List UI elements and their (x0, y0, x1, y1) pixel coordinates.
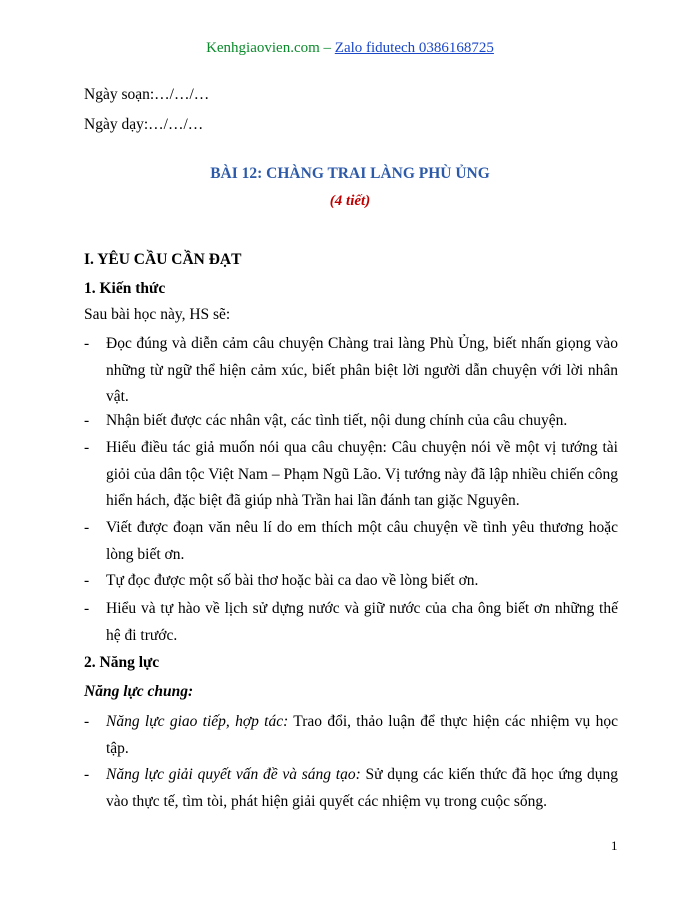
list-item (84, 596, 618, 649)
list-item-text: Tự đọc được một số bài thơ hoặc bài ca dao về lòng biết ơn. (106, 572, 479, 589)
bullet-dash: - (84, 600, 90, 617)
competence-heading: 2. Năng lực (84, 654, 160, 671)
list-item-text: Viết được đoạn văn nêu lí do em thích một câu chuyện về tình yêu thương hoặc lòng biết ơn. (106, 519, 618, 563)
date-prepared: Ngày soạn:…/…/… (84, 86, 210, 103)
header-site: Kenhgiaovien.com – (206, 40, 335, 56)
bullet-dash: - (84, 412, 90, 429)
lesson-duration: (4 tiết) (329, 193, 371, 209)
knowledge-heading: 1. Kiến thức (84, 280, 166, 297)
list-item-text: Hiểu điều tác giả muốn nói qua câu chuyện: Câu chuyện nói về một vị tướng tài giỏi của dân tộc Việt Nam – Phạm Ngũ Lão. Vị tướng này đã lập nhiều chiến công hiển hách, đặc biệt đã giúp nhà Trần hai lần đánh tan giặc Nguyên. (106, 439, 618, 509)
page-header (0, 40, 700, 57)
list-item (84, 762, 618, 815)
list-item (84, 709, 618, 762)
bullet-dash: - (84, 519, 90, 536)
competence-label: Năng lực giải quyết vấn đề và sáng tạo: (106, 766, 361, 783)
header-contact-link[interactable]: Zalo fidutech 0386168725 (334, 40, 494, 56)
knowledge-intro: Sau bài học này, HS sẽ: (84, 306, 231, 323)
list-item-text (106, 709, 618, 762)
competence-text: Trao đổi, thảo luận để thực hiện các nhiệm vụ học tập. (106, 713, 618, 757)
bullet-dash: - (84, 572, 90, 589)
bullet-dash: - (84, 439, 90, 456)
list-item (84, 435, 618, 515)
list-item-text: Hiểu và tự hào về lịch sử dựng nước và giữ nước của cha ông biết ơn những thế hệ đi trước. (106, 600, 618, 644)
date-taught: Ngày dạy:…/…/… (84, 116, 204, 133)
bullet-dash: - (84, 766, 90, 783)
bullet-dash: - (84, 335, 90, 352)
lesson-title: BÀI 12: CHÀNG TRAI LÀNG PHÙ ỦNG (210, 165, 490, 182)
section-heading: I. YÊU CẦU CẦN ĐẠT (84, 251, 242, 268)
list-item (84, 515, 618, 568)
list-item-text: Nhận biết được các nhân vật, các tình tiết, nội dung chính của câu chuyện. (106, 412, 568, 429)
list-item-text: Đọc đúng và diễn cảm câu chuyện Chàng trai làng Phù Ủng, biết nhấn giọng vào những từ ngữ thể hiện cảm xúc, biết phân biệt lời người dẫn chuyện với lời nhân vật. (106, 335, 618, 405)
list-item (84, 408, 618, 435)
general-competence-heading: Năng lực chung: (84, 683, 194, 700)
bullet-dash: - (84, 713, 90, 730)
list-item (84, 568, 618, 595)
list-item (84, 331, 618, 411)
list-item-text (106, 762, 618, 815)
competence-text: Sử dụng các kiến thức đã học ứng dụng vào thực tế, tìm tòi, phát hiện giải quyết các nhiệm vụ trong cuộc sống. (106, 766, 619, 810)
page-number: 1 (611, 838, 618, 853)
competence-label: Năng lực giao tiếp, hợp tác: (106, 713, 289, 730)
